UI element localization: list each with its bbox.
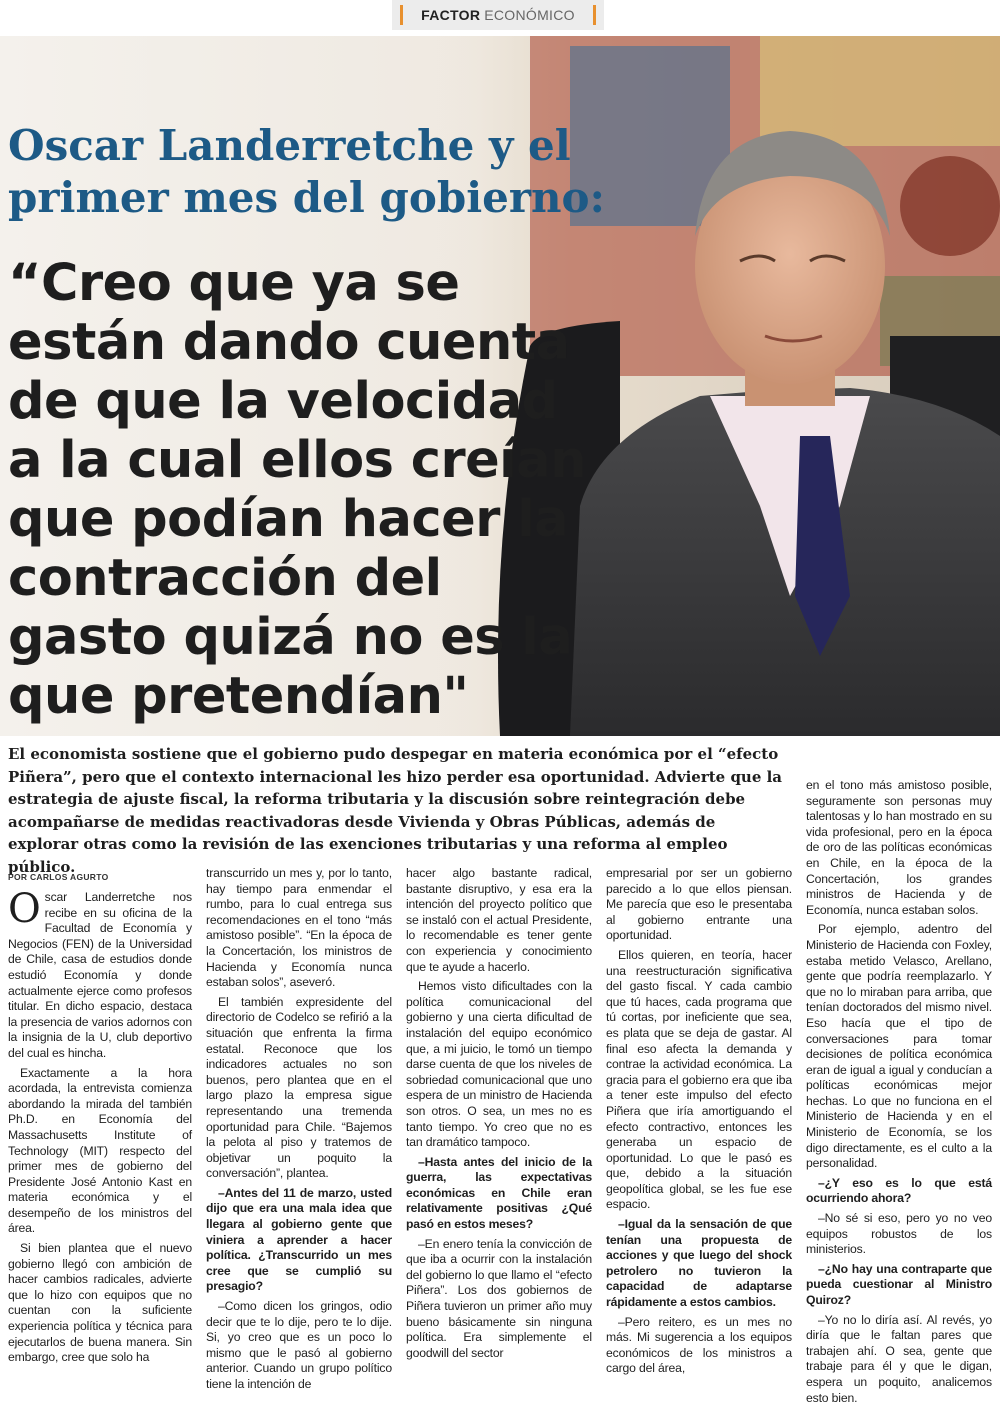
paragraph: en el tono más amistoso posible, seguramente son personas muy talentosas y lo han mostrado en su vida profesional, pero en la época de oro de las políticas económicas en Chile, en la época de la Concertación, los grandes ministros de Hacienda y de Economía, nunca estaban solos. [806,778,992,917]
interview-question: –Igual da la sensación de que tenían una propuesta de acciones y que luego del shock petrolero no tuvieron la capacidad de adaptarse rápidamente a estos cambios. [606,1217,792,1310]
paragraph: –Yo no lo diría así. Al revés, yo diría que le faltan pares que trabajen ahí. O sea, gente que trabaje para él y que le digan, espera un poquito, analicemos esto bien. [806,1312,992,1405]
paragraph: Si bien plantea que el nuevo gobierno llegó con ambición de hacer cambios radicales, advierte que lo hizo con equipos que no cuentan con la suficiente experiencia política y técnica para ejecutarlos de buena manera. Sin embargo, cree que solo ha [8,1241,192,1365]
paragraph: Ellos quieren, en teoría, hacer una reestructuración significativa del gasto fiscal. Y cada cambio que tú haces, cada programa que tú cortas, por ineficiente que sea, es plata que se deja de gastar. Al final eso afecta la demanda y contrae la actividad económica. La gracia para el gobierno era que iba a tener este impulso del efecto Piñera que iría amortiguando el efecto contractivo, entonces les generaba un espacio de oportunidad. Lo que le pasó es que, debido a la situación geopolítica global, se les fue ese espacio. [606,947,792,1212]
article-column-4 [606,866,792,1381]
article-column-1 [8,886,192,1370]
article-deck: El economista sostiene que el gobierno pudo despegar en materia económica por el “efecto Piñera”, pero que el contexto internacional les hizo perder esa oportunidad. Advierte que la estrategia de ajuste fiscal, la reforma tributaria y la discusión sobre reintegración debe acompañarse de medidas reactivadoras desde Vivienda y Obras Públicas, además de explorar otras como la revisión de las exenciones tributarias y una reforma al empleo público. [8,745,783,876]
paragraph: transcurrido un mes y, por lo tanto, hay tiempo para enmendar el rumbo, para lo cual entrega sus recomendaciones en el tono “más amistoso posible”. “En la época de la Concertación, los ministros de Hacienda y Economía nunca estaban solos”, aseveró. [206,866,392,990]
paragraph: –En enero tenía la convicción de que iba a ocurrir con la instalación del gobierno lo que llamo el “efecto Piñera”. Los dos gobiernos de Piñera tuvieron un primer año muy bueno básicamente sin ninguna política. Era simplemente el goodwill del sector [406,1236,592,1360]
paragraph: Exactamente a la hora acordada, la entrevista comienza abordando la mirada del también Ph.D. en Economía del Massachusetts Institute of Technology (MIT) respecto del primer mes de gobierno del Presidente José Antonio Kast en materia económica y el desempeño de los ministros del área. [8,1065,192,1236]
headline-quote: “Creo que ya se están dando cuenta de que la velocidad a la cual ellos creían que podían hacer la contracción del gasto quizá no es la que pretendían" [8,254,586,726]
section-tag [392,0,604,30]
article-column-3 [406,866,592,1365]
paragraph: El también expresidente del directorio de Codelco se refirió a la situación que enfrenta la firma estatal. Reconoce que los indicadores actuales no son buenos, pero plantea que en el largo plazo la empresa sigue representando una tremenda oportunidad para Chile. “Bajemos la pelota al piso y tratemos de objetivar un poquito la conversación”, plantea. [206,994,392,1181]
paragraph: –Como dicen los gringos, odio decir que te lo dije, pero te lo dije. Si, yo creo que es un poco lo mismo que le pasó al gobierno anterior. Cuando un grupo político tiene la intención de [206,1299,392,1391]
paragraph: –No sé si eso, pero yo no veo equipos robustos de los ministerios. [806,1211,992,1257]
paragraph [8,886,192,1062]
interview-question: –¿No hay una contraparte que pueda cuestionar al Ministro Quiroz? [806,1261,992,1307]
article-column-5 [806,778,992,1410]
section-tag-light: ECONÓMICO [484,7,575,23]
paragraph: hacer algo bastante radical, bastante disruptivo, y esa era la intención del proyecto político que se instaló con el actual Presidente, lo recomendable es tener gente con experiencia y conocimiento que te ayude a hacerlo. [406,866,592,974]
paragraph: Por ejemplo, adentro del Ministerio de Hacienda con Foxley, estaba metido Velasco, Arellano, gente que podría reemplazarlo. Y que no lo miraban para arriba, que tenían doctorados del mismo nivel. Eso hacía que el tipo de conversaciones para tomar decisiones de política económica eran de igual a igual y conducían a políticas económicas mejor hechas. Lo que no funciona en el Ministerio de Hacienda y en el Ministerio de Economía, se los digo directamente, es el culto a la personalidad. [806,922,992,1171]
section-tag-bold: FACTOR [421,7,481,23]
section-tag-bar-left [400,5,403,25]
hero-area [0,36,1000,736]
article-column-2 [206,866,392,1397]
interview-question: –Hasta antes del inicio de la guerra, las expectativas económicas en Chile eran relativamente positivas ¿Qué pasó en estos meses? [406,1154,592,1232]
interview-question: –Antes del 11 de marzo, usted dijo que era una mala idea que llegara al gobierno gente que viniera a aprender a hacer política. ¿Transcurrido un mes cree que se cumplió su presagio? [206,1185,392,1294]
paragraph: Hemos visto dificultades con la política comunicacional del gobierno y una cierta dificultad de instalación del equipo económico que, a mi juicio, le tomó un tiempo darse cuenta de que los niveles de sobriedad comunicacional que uno espera de un ministro de Hacienda son otros. O sea, un mes no es tanto tiempo. Yo creo que no es tan dramático tampoco. [406,979,592,1150]
paragraph-text: scar Landerretche nos recibe en su oficina de la Facultad de Economía y Negocios (FEN) de la Universidad de Chile, casa de estudios donde estudió Economía y donde actualmente ejerce como profesos titular. En dicho espacio, destaca la presencia de varios adornos con la insignia de la U, club deportivo del cual es hincha. [8,890,192,1060]
headline-kicker: Oscar Landerretche y el primer mes del gobierno: [8,121,606,222]
paragraph: –Pero reitero, es un mes no más. Mi sugerencia a los equipos económicos de los ministros a cargo del área, [606,1314,792,1376]
interview-question: –¿Y eso es lo que está ocurriendo ahora? [806,1175,992,1206]
byline: POR CARLOS AGURTO [8,872,109,882]
dropcap: O [8,886,41,932]
paragraph: empresarial por ser un gobierno parecido a lo que ellos piensan. Me parecía que eso le presentaba al gobierno entrante una oportunidad. [606,866,792,943]
section-tag-bar-right [593,5,596,25]
